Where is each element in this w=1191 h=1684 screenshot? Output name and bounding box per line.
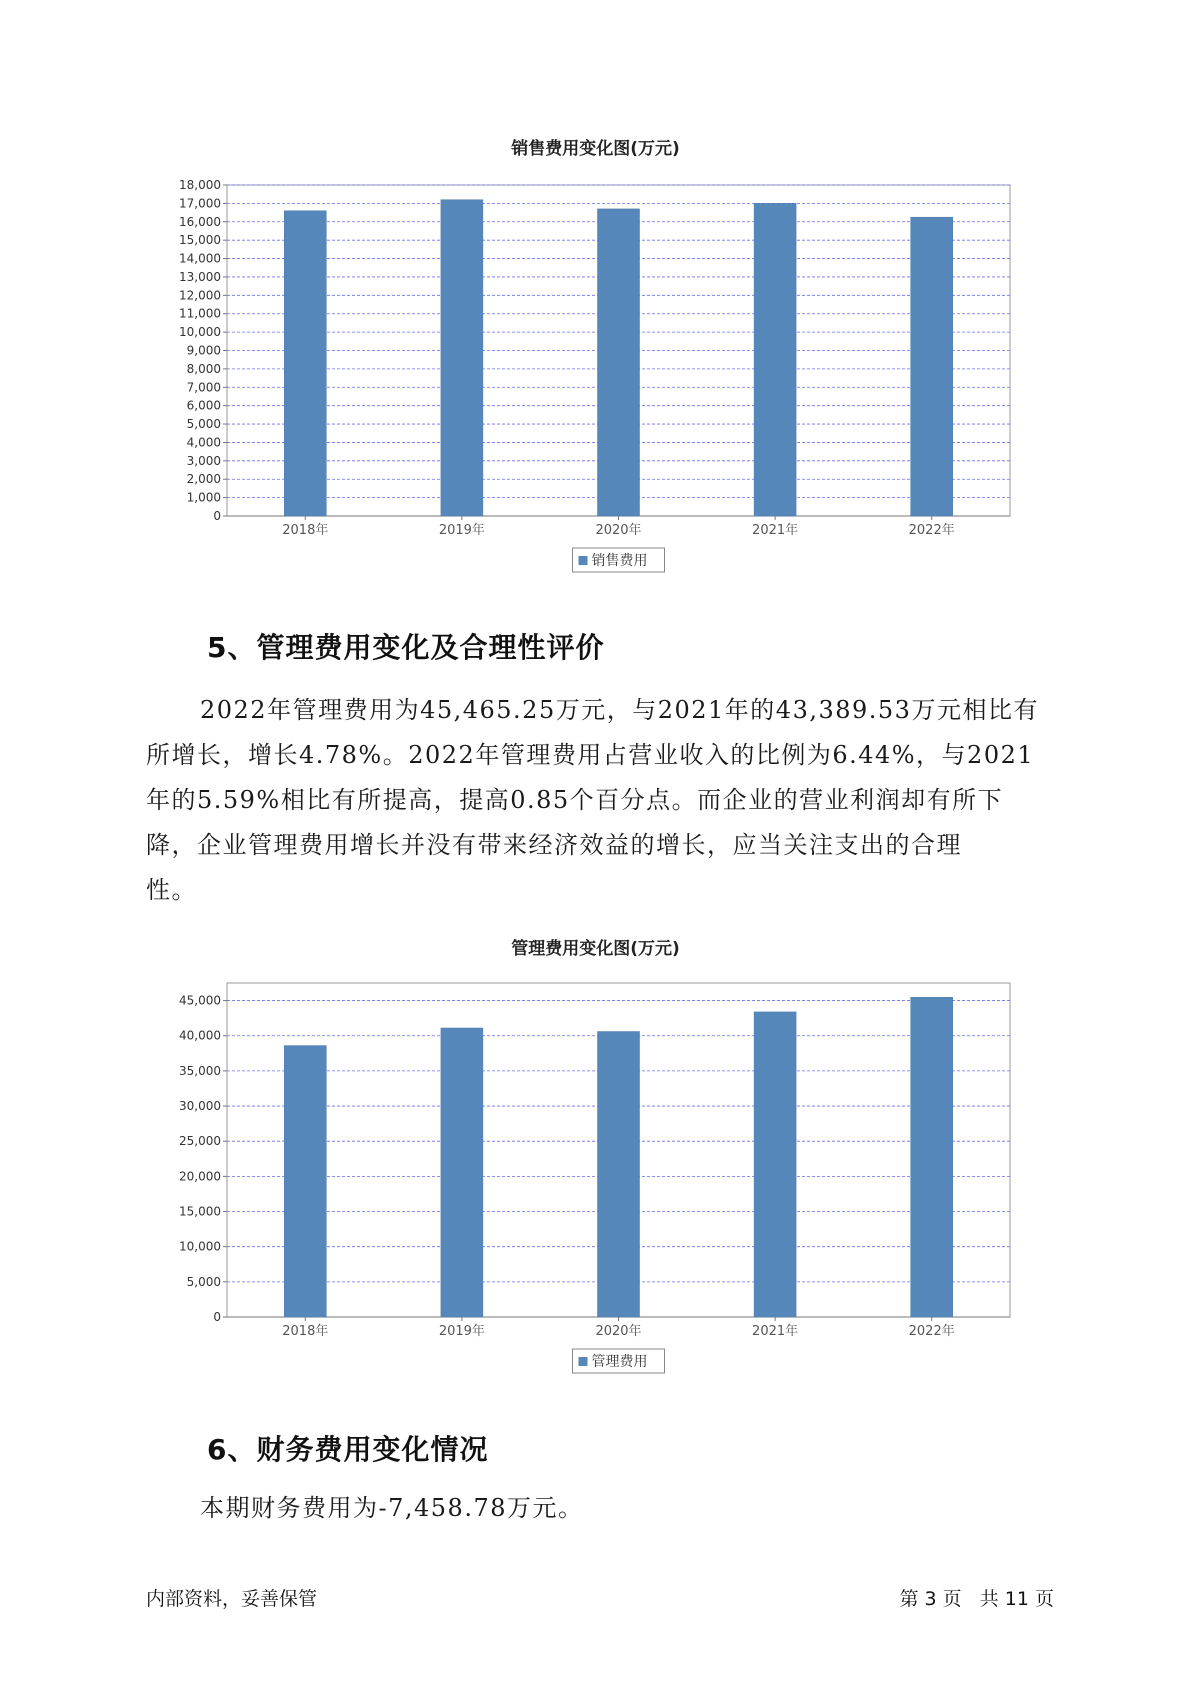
bar bbox=[441, 1028, 483, 1317]
y-tick-label: 7,000 bbox=[186, 380, 221, 395]
x-tick-label: 2018年 bbox=[282, 1324, 329, 1339]
paragraph-line: 2022年管理费用为45,465.25万元，与2021年的43,389.53万元相比有 bbox=[200, 696, 1039, 724]
x-tick-label: 2021年 bbox=[752, 1324, 799, 1339]
bar bbox=[598, 1032, 640, 1317]
x-tick-label: 2018年 bbox=[282, 523, 329, 538]
x-tick-label: 2022年 bbox=[908, 523, 955, 538]
y-tick-label: 0 bbox=[213, 1310, 221, 1324]
y-tick-label: 5,000 bbox=[186, 1274, 221, 1289]
y-tick-label: 12,000 bbox=[179, 288, 221, 303]
y-tick-label: 6,000 bbox=[186, 398, 221, 413]
y-tick-label: 2,000 bbox=[186, 472, 221, 487]
bar bbox=[284, 1046, 326, 1317]
footer-page-number: 第 3 页 共 11 页 bbox=[899, 1588, 1054, 1610]
x-tick-label: 2022年 bbox=[908, 1324, 955, 1339]
y-tick-label: 30,000 bbox=[179, 1099, 221, 1114]
footer-confidential-note: 内部资料，妥善保管 bbox=[146, 1588, 318, 1610]
paragraph-line: 年的5.59%相比有所提高，提高0.85个百分点。而企业的营业利润却有所下 bbox=[146, 786, 1004, 814]
paragraph-line: 所增长，增长4.78%。2022年管理费用占营业收入的比例为6.44%，与2021 bbox=[146, 741, 1035, 769]
y-tick-label: 45,000 bbox=[179, 993, 221, 1008]
y-tick-label: 4,000 bbox=[186, 435, 221, 450]
y-tick-label: 1,000 bbox=[186, 490, 221, 505]
legend-label: 销售费用 bbox=[591, 553, 648, 569]
section-6-paragraph bbox=[146, 1486, 1100, 1531]
bar bbox=[754, 1012, 796, 1317]
y-tick-label: 0 bbox=[213, 509, 221, 523]
y-tick-label: 11,000 bbox=[179, 306, 221, 321]
chart-title-sales-expense: 销售费用变化图(万元) bbox=[511, 139, 680, 159]
y-tick-label: 13,000 bbox=[179, 269, 221, 284]
x-tick-label: 2020年 bbox=[595, 1324, 642, 1339]
bar bbox=[911, 997, 953, 1317]
legend-swatch bbox=[579, 1357, 588, 1366]
y-tick-label: 8,000 bbox=[186, 361, 221, 376]
chart-title-admin-expense: 管理费用变化图(万元) bbox=[511, 939, 680, 959]
paragraph-line: 性。 bbox=[146, 876, 197, 904]
paragraph-line: 降，企业管理费用增长并没有带来经济效益的增长，应当关注支出的合理 bbox=[146, 831, 962, 859]
y-tick-label: 15,000 bbox=[179, 233, 221, 248]
x-tick-label: 2020年 bbox=[595, 523, 642, 538]
y-tick-label: 15,000 bbox=[179, 1204, 221, 1219]
y-tick-label: 18,000 bbox=[179, 178, 221, 192]
section-5-heading: 5、管理费用变化及合理性评价 bbox=[207, 631, 605, 664]
y-tick-label: 9,000 bbox=[186, 343, 221, 358]
y-tick-label: 40,000 bbox=[179, 1028, 221, 1043]
y-tick-label: 3,000 bbox=[186, 453, 221, 468]
paragraph-line: 本期财务费用为-7,458.78万元。 bbox=[200, 1494, 584, 1522]
legend-label: 管理费用 bbox=[591, 1354, 648, 1370]
x-tick-label: 2021年 bbox=[752, 523, 799, 538]
y-tick-label: 17,000 bbox=[179, 196, 221, 211]
section-6-heading: 6、财务费用变化情况 bbox=[207, 1433, 489, 1466]
y-tick-label: 25,000 bbox=[179, 1134, 221, 1149]
x-tick-label: 2019年 bbox=[438, 523, 485, 538]
y-tick-label: 10,000 bbox=[179, 1239, 221, 1254]
y-tick-label: 16,000 bbox=[179, 214, 221, 229]
y-tick-label: 14,000 bbox=[179, 251, 221, 266]
y-tick-label: 10,000 bbox=[179, 325, 221, 340]
y-tick-label: 20,000 bbox=[179, 1169, 221, 1184]
x-tick-label: 2019年 bbox=[438, 1324, 485, 1339]
y-tick-label: 5,000 bbox=[186, 417, 221, 432]
y-tick-label: 35,000 bbox=[179, 1063, 221, 1078]
